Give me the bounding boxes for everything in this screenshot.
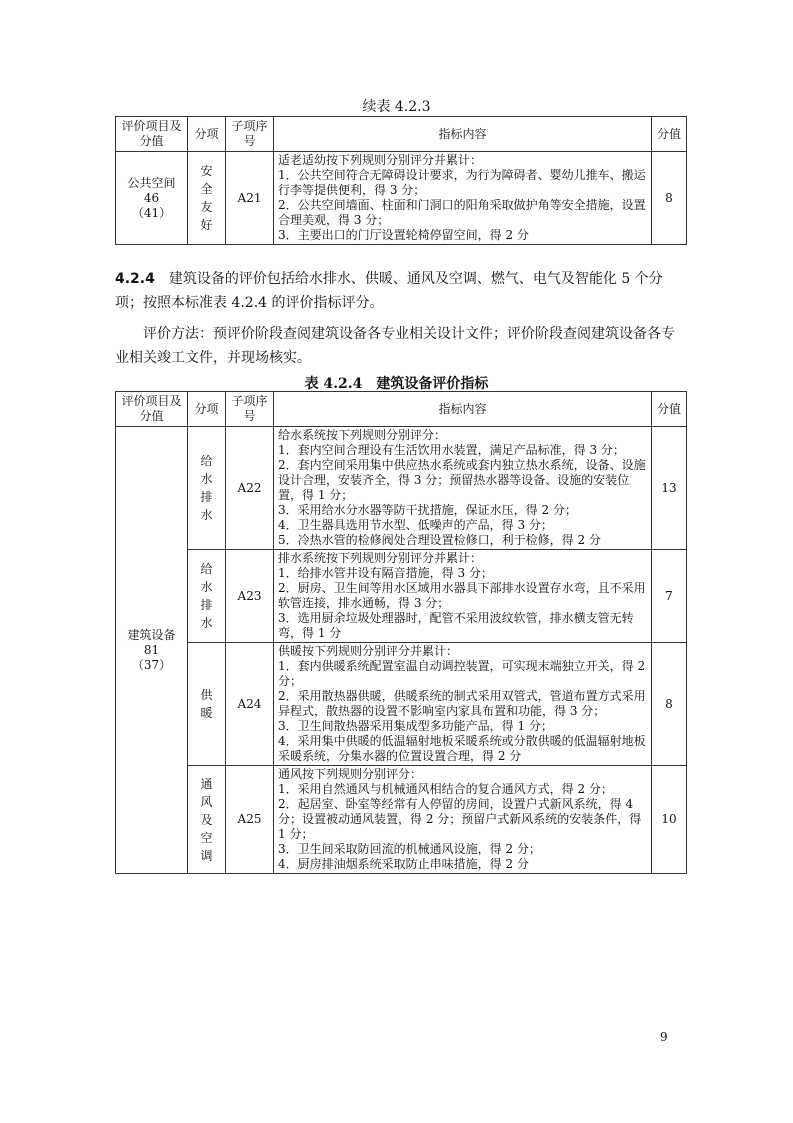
content-line: 1．套内供暖系统配置室温自动调控装置，可实现末端独立开关，得 2 分； <box>278 659 646 688</box>
sub-cell <box>188 427 226 550</box>
content-cell <box>274 766 652 874</box>
content-cell <box>274 427 652 550</box>
score-cell: 13 <box>652 427 687 550</box>
header-item: 评价项目及分值 <box>116 117 188 152</box>
table-row <box>116 427 687 550</box>
item-cell <box>116 152 188 245</box>
page-number: 9 <box>660 1030 668 1044</box>
score-cell: 10 <box>652 766 687 874</box>
content-line: 3．卫生间采取防回流的机械通风设施，得 2 分； <box>278 842 541 856</box>
content-cell <box>274 550 652 643</box>
content-line: 4．卫生器具选用节水型、低噪声的产品，得 3 分； <box>278 518 553 532</box>
header-sub: 分项 <box>188 117 226 152</box>
section-number: 4.2.4 <box>115 271 155 287</box>
item-score-sub: （41） <box>131 205 172 220</box>
header-score: 分值 <box>652 392 687 427</box>
content-line: 2．套内空间采用集中供应热水系统或套内独立热水系统，设备、设施设计合理，安装齐全，得 3 分；预留热水器等设备、设施的安装位置，得 1 分； <box>278 458 646 502</box>
method-paragraph: 评价方法：预评价阶段查阅建筑设备各专业相关设计文件；评价阶段查阅建筑设备各专业相关竣工文件，并现场核实。 <box>115 326 675 366</box>
content-line: 2．厨房、卫生间等用水区域用水器具下部排水设置存水弯，且不采用软管连接，排水通畅，得 3 分； <box>278 581 646 610</box>
table-row <box>116 643 687 766</box>
content-line: 2．起居室、卧室等经常有人停留的房间，设置户式新风系统，得 4 分；设置被动通风装置，得 2 分；预留户式新风系统的安装条件，得 1 分； <box>278 797 642 841</box>
table2 <box>115 391 687 874</box>
header-code: 子项序号 <box>226 392 274 427</box>
content-line: 供暖按下列规则分别评分并累计： <box>278 644 459 658</box>
content-line: 3．采用给水分水器等防干扰措施，保证水压，得 2 分； <box>278 503 577 517</box>
code-cell: A22 <box>226 427 274 550</box>
score-cell: 8 <box>652 643 687 766</box>
section-text: 建筑设备的评价包括给水排水、供暖、通风及空调、燃气、电气及智能化 5 个分项；按照本标准表 4.2.4 的评价指标评分。 <box>115 271 663 311</box>
table-row <box>116 550 687 643</box>
content-line: 1．给排水管井设有隔音措施，得 3 分； <box>278 566 493 580</box>
sub-cell <box>188 766 226 874</box>
content-line: 4．采用集中供暖的低温辐射地板采暖系统或分散供暖的低温辐射地板采暖系统，分集水器的位置设置合理，得 2 分 <box>278 734 646 763</box>
sub-label: 供暖 <box>200 688 213 720</box>
content-line: 3．卫生间散热器采用集成型多功能产品，得 1 分； <box>278 719 553 733</box>
table1-header-row <box>116 117 687 152</box>
sub-label: 给水排水 <box>200 454 213 522</box>
table-row <box>116 152 687 245</box>
header-code: 子项序号 <box>226 117 274 152</box>
header-content: 指标内容 <box>274 117 652 152</box>
content-line: 4．厨房排油烟系统采取防止串味措施，得 2 分 <box>278 857 529 871</box>
content-line: 给水系统按下列规则分别评分： <box>278 428 447 442</box>
content-line: 1．采用自然通风与机械通风相结合的复合通风方式，得 2 分； <box>278 782 613 796</box>
sub-cell <box>188 550 226 643</box>
sub-cell <box>188 643 226 766</box>
table-row <box>116 766 687 874</box>
item-cell <box>116 427 188 874</box>
sub-label: 安全友好 <box>200 164 213 232</box>
table2-caption: 表 4.2.4 建筑设备评价指标 <box>304 376 489 392</box>
content-line: 3．主要出口的门厅设置轮椅停留空间，得 2 分 <box>278 228 529 242</box>
content-line: 3．选用厨余垃圾处理器时，配管不采用波纹软管，排水横支管无转弯，得 1 分 <box>278 611 634 640</box>
item-score: 46 <box>143 190 160 205</box>
code-cell: A21 <box>226 152 274 245</box>
content-line: 2．采用散热器供暖，供暖系统的制式采用双管式，管道布置方式采用异程式，散热器的设置不影响室内家具布置和功能，得 3 分； <box>278 689 646 718</box>
score-cell: 7 <box>652 550 687 643</box>
item-name: 建筑设备 <box>127 627 176 642</box>
content-line: 适老适幼按下列规则分别评分并累计： <box>278 153 483 167</box>
score-cell: 8 <box>652 152 687 245</box>
content-line: 2．公共空间墙面、柱面和门洞口的阳角采取做护角等安全措施，设置合理美观，得 3 分； <box>278 198 646 227</box>
item-name: 公共空间 <box>127 175 176 190</box>
item-score: 81 <box>143 642 160 657</box>
item-score-sub: （37） <box>131 657 172 672</box>
table1-caption: 续表 4.2.3 <box>362 99 431 115</box>
header-score: 分值 <box>652 117 687 152</box>
header-sub: 分项 <box>188 392 226 427</box>
section-paragraph <box>115 267 686 315</box>
code-cell: A25 <box>226 766 274 874</box>
table2-header-row <box>116 392 687 427</box>
content-line: 1．公共空间符合无障碍设计要求，为行为障碍者、婴幼儿推车、搬运行李等提供便利，得 3 分； <box>278 168 646 197</box>
header-content: 指标内容 <box>274 392 652 427</box>
content-line: 1．套内空间合理设有生活饮用水装置，满足产品标准，得 3 分； <box>278 443 625 457</box>
content-cell <box>274 152 652 245</box>
content-cell <box>274 643 652 766</box>
code-cell: A24 <box>226 643 274 766</box>
sub-cell <box>188 152 226 245</box>
content-line: 5．冷热水管的检修阀处合理设置检修口，利于检修，得 2 分 <box>278 533 601 547</box>
sub-label: 通风及空调 <box>200 776 213 863</box>
header-item: 评价项目及分值 <box>116 392 188 427</box>
code-cell: A23 <box>226 550 274 643</box>
content-line: 排水系统按下列规则分别评分并累计： <box>278 551 483 565</box>
table1 <box>115 116 687 245</box>
content-line: 通风按下列规则分别评分： <box>278 767 423 781</box>
sub-label: 给水排水 <box>200 562 213 630</box>
